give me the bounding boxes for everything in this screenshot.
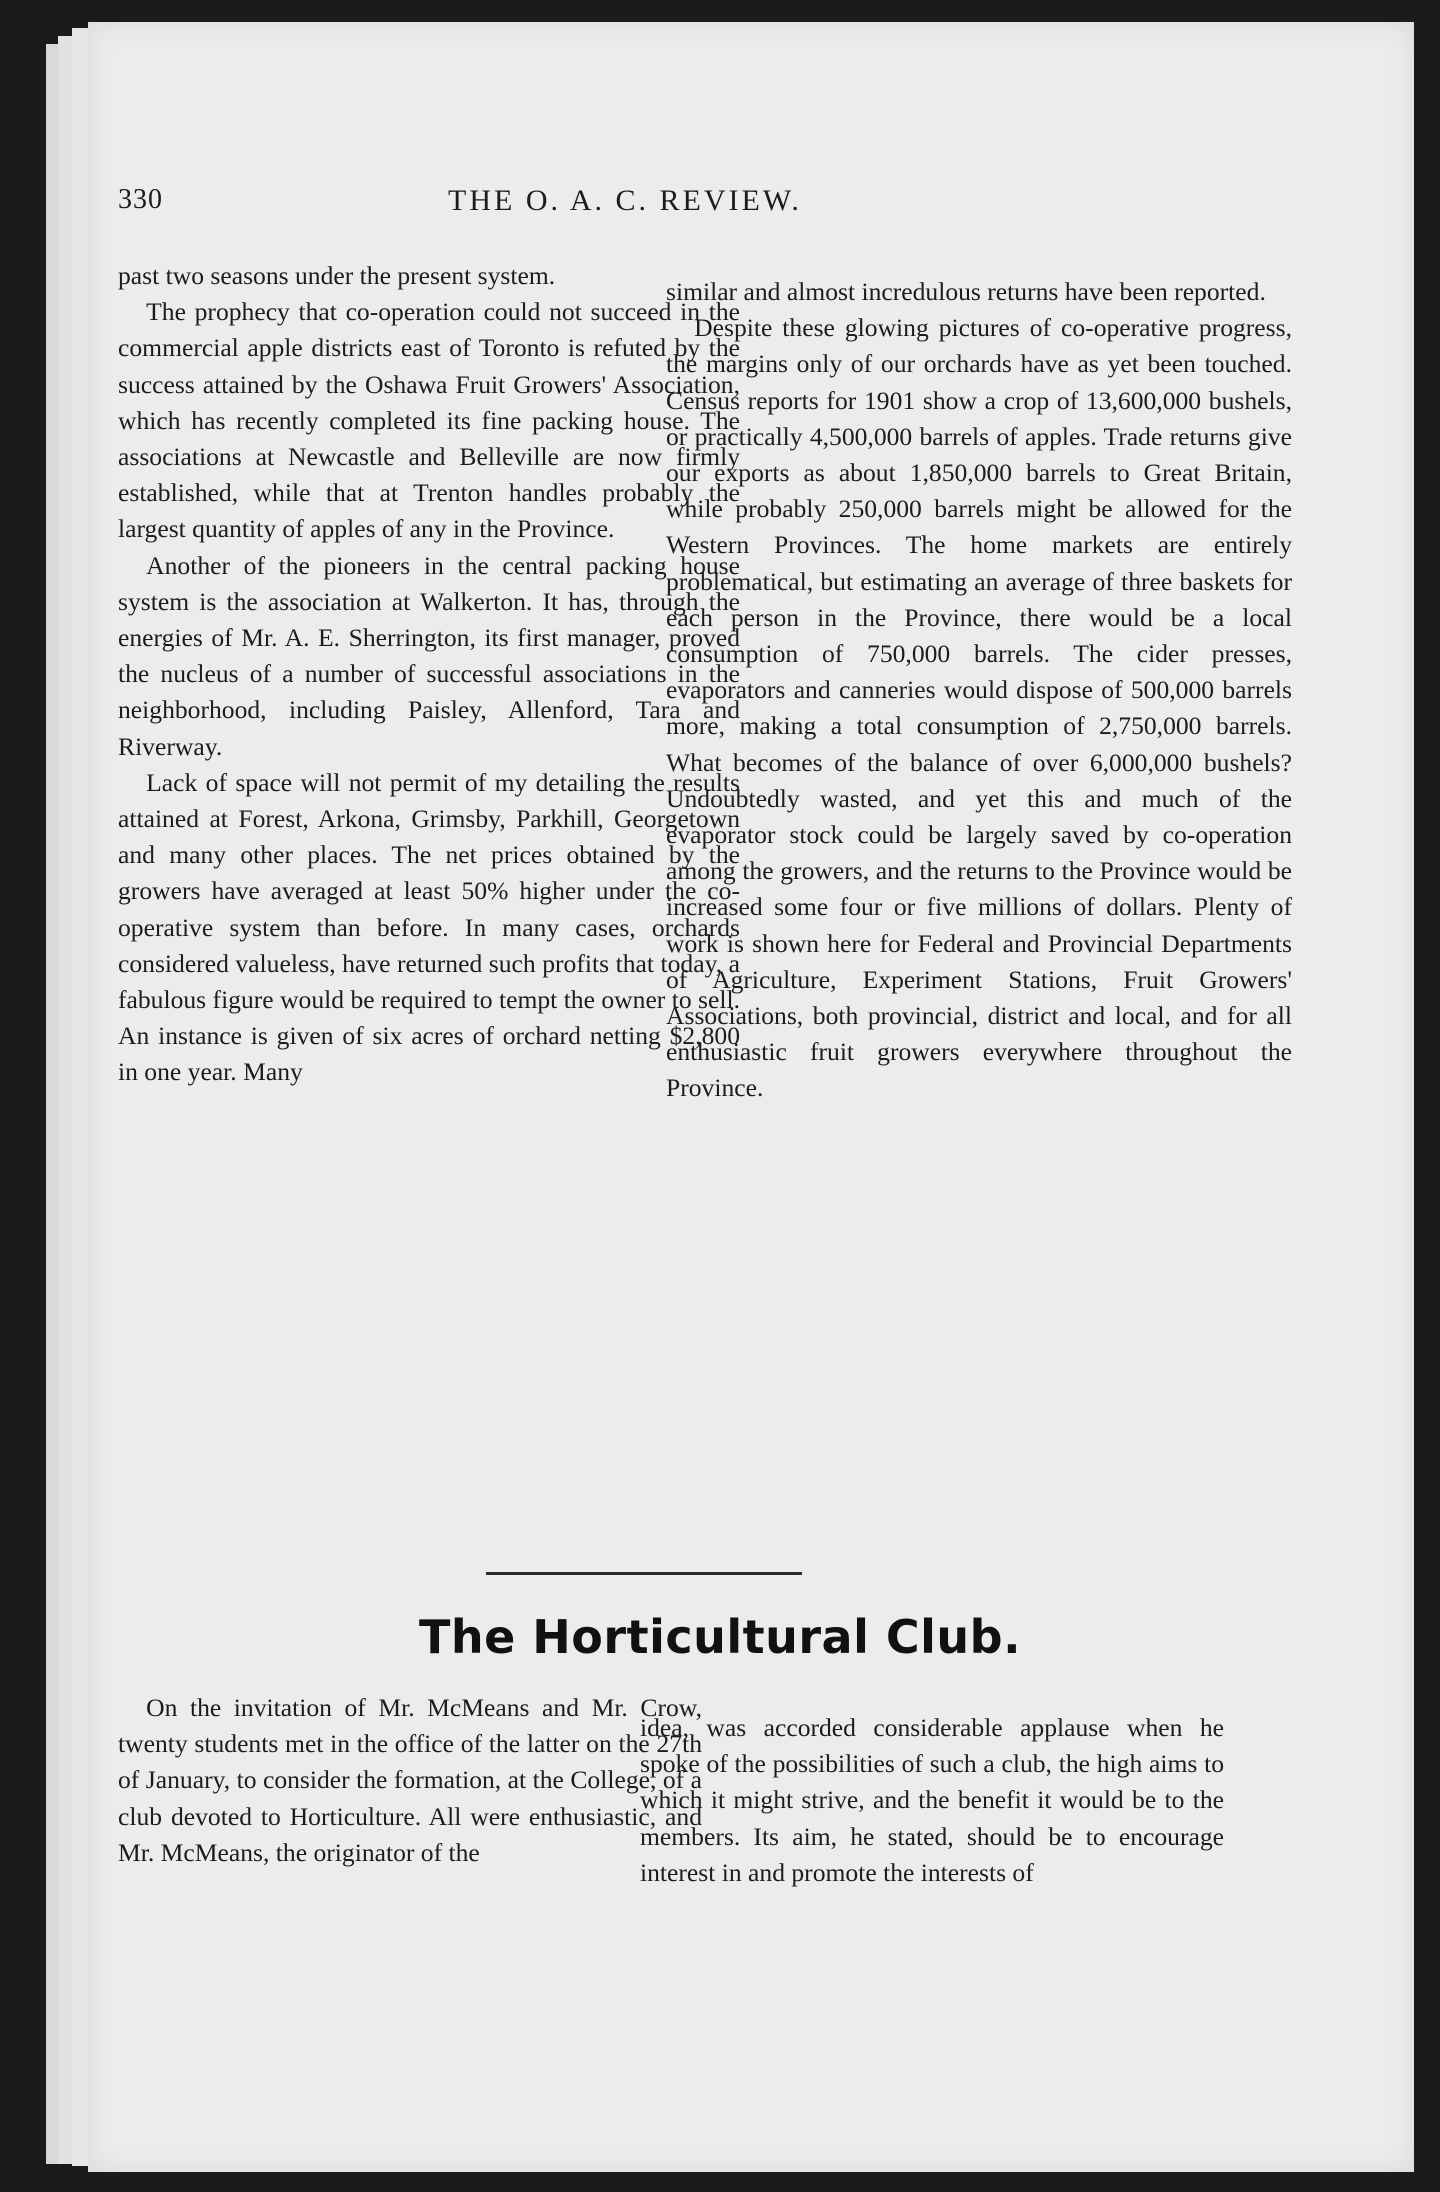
article-left-column (118, 258, 740, 1091)
article-paragraph: Despite these glowing pictures of co-operative progress, the margins only of our orchards have as yet been touched. Census reports for 1901 show a crop of 13,600,000 bushels, or practically 4,500,000 barrels of apples. Trade returns give our exports as about 1,850,000 barrels to Great Britain, while probably 250,000 barrels might be allowed for the Western Provinces. The home markets are entirely problematical, but estimating an average of three baskets for each person in the Province, there would be a local consumption of 750,000 barrels. The cider presses, evaporators and canneries would dispose of 500,000 barrels more, making a total consumption of 2,750,000 barrels. What becomes of the balance of over 6,000,000 bushels? Undoubtedly wasted, and yet this and much of the evaporator stock could be largely saved by co-operation among the growers, and the returns to the Province would be increased some four or five millions of dollars. Plenty of work is shown here for Federal and Provincial Departments of Agriculture, Experiment Stations, Fruit Growers' Associations, both provincial, district and local, and for all enthusiastic fruit growers everywhere throughout the Province. (666, 313, 1292, 1103)
running-head (118, 184, 1110, 228)
article-paragraph: The prophecy that co-operation could not succeed in the commercial apple districts east of Toronto is refuted by the success attained by the Oshawa Fruit Growers' Association, which has recently completed its fine packing house. The associations at Newcastle and Belleville are now firmly established, while that at Trenton handles probably the largest quantity of apples of any in the Province. (118, 297, 740, 544)
article-paragraph: Lack of space will not permit of my detailing the results attained at Forest, Arkona, Grimsby, Parkhill, Georgetown and many other places. The net prices obtained by the growers have averaged at least 50% higher under the co-operative system than before. In many cases, orchards considered valueless, have returned such profits that today, a fabulous figure would be required to tempt the owner to sell. An instance is given of six acres of orchard netting $2,800 in one year. Many (118, 767, 740, 1087)
journal-title: THE O. A. C. REVIEW. (448, 184, 802, 217)
section-title: The Horticultural Club. (418, 1610, 1022, 1664)
article-paragraph: Another of the pioneers in the central packing house system is the association at Walkerton. It has, through the energies of Mr. A. E. Sherrington, its first manager, proved the nucleus of a number of successful associations in the neighborhood, including Paisley, Allenford, Tara and Riverway. (118, 550, 740, 761)
club-paragraph: idea, was accorded considerable applause when he spoke of the possibilities of such a club, the high aims to which it might strive, and the benefit it would be to the members. Its aim, he stated, should be to encourage interest in and promote the interests of (640, 1713, 1224, 1887)
section-divider (486, 1572, 802, 1575)
article-paragraph: similar and almost incredulous returns have been reported. (666, 277, 1266, 306)
club-left-column (118, 1690, 702, 1871)
club-paragraph: On the invitation of Mr. McMeans and Mr. Crow, twenty students met in the office of the latter on the 27th of January, to consider the formation, at the College, of a club devoted to Horticulture. All were enthusiastic, and Mr. McMeans, the originator of the (118, 1693, 702, 1867)
article-paragraph: past two seasons under the present system. (118, 261, 556, 290)
club-right-column (640, 1710, 1224, 1891)
page-number: 330 (118, 184, 163, 215)
article-right-column (666, 274, 1292, 1107)
